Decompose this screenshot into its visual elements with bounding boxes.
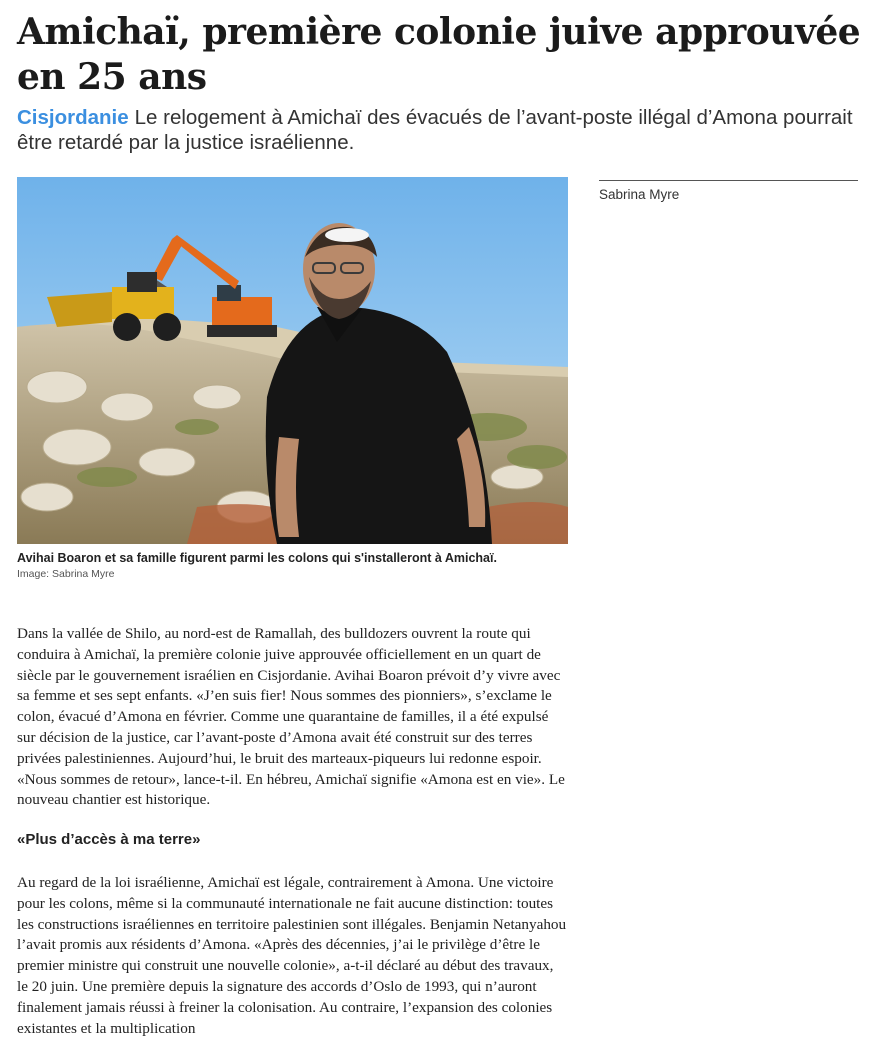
article-lead <box>17 105 867 155</box>
author-name[interactable]: Sabrina Myre <box>599 187 680 202</box>
body-paragraph: Au regard de la loi israélienne, Amichaï est légale, contrairement à Amona. Une victoire pour les colons, même si la communauté internationale ne fait aucune distinction: toutes les constructions israéliennes en territoire palestinien sont illégales. Benjamin Netanyahou l’avait promis aux résidents d’Amona. «Après des décennies, j’ai le privilège d’être le premier ministre qui construit une nouvelle colonie», a-t-il déclaré au début des travaux, le 20 juin. Une première depuis la signature des accords d’Oslo de 1993, qui n’auront finalement jamais réussi à freiner la colonisation. Au contraire, l’expansion des colonies existantes et la multiplication <box>17 874 567 1037</box>
lead-text: Le relogement à Amichaï des évacués de l’avant-poste illégal d’Amona pourrait être retardé par la justice israélienne. <box>17 106 853 154</box>
article-photo[interactable] <box>17 177 568 544</box>
author-byline <box>599 180 858 202</box>
article-headline: Amichaï, première colonie juive approuvée en 25 ans <box>17 11 861 98</box>
body-paragraph: Dans la vallée de Shilo, au nord-est de Ramallah, des bulldozers ouvrent la route qui conduira à Amichaï, la première colonie juive approuvée officiellement en un quart de siècle par le gouvernement israélien en Cisjordanie. Avihai Boaron prévoit d’y vivre avec sa femme et ses sept enfants. «J’en suis fier! Nous sommes des pionniers», s’exclame le colon, évacué d’Amona en février. Comme une quarantaine de familles, il a été expulsé sur décision de la justice, car l’avant-poste d’Amona avait été construit sur des terres privées palestiniennes. Aujourd’hui, le bruit des marteaux-piqueurs lui redonne espoir. «Nous sommes de retour», lance-t-il. En hébreu, Amichaï signifie «Amona est en vie». Le nouveau chantier est historique. <box>17 625 565 809</box>
section-subheading: «Plus d’accès à ma terre» <box>17 831 201 848</box>
caption-text: Avihai Boaron et sa famille figurent parmi les colons qui s'installeront à Amichaï. <box>17 551 497 565</box>
photo-illustration <box>17 177 568 544</box>
photo-credit: Image: Sabrina Myre <box>17 568 115 580</box>
section-kicker[interactable]: Cisjordanie <box>17 106 129 129</box>
photo-caption <box>17 550 568 581</box>
